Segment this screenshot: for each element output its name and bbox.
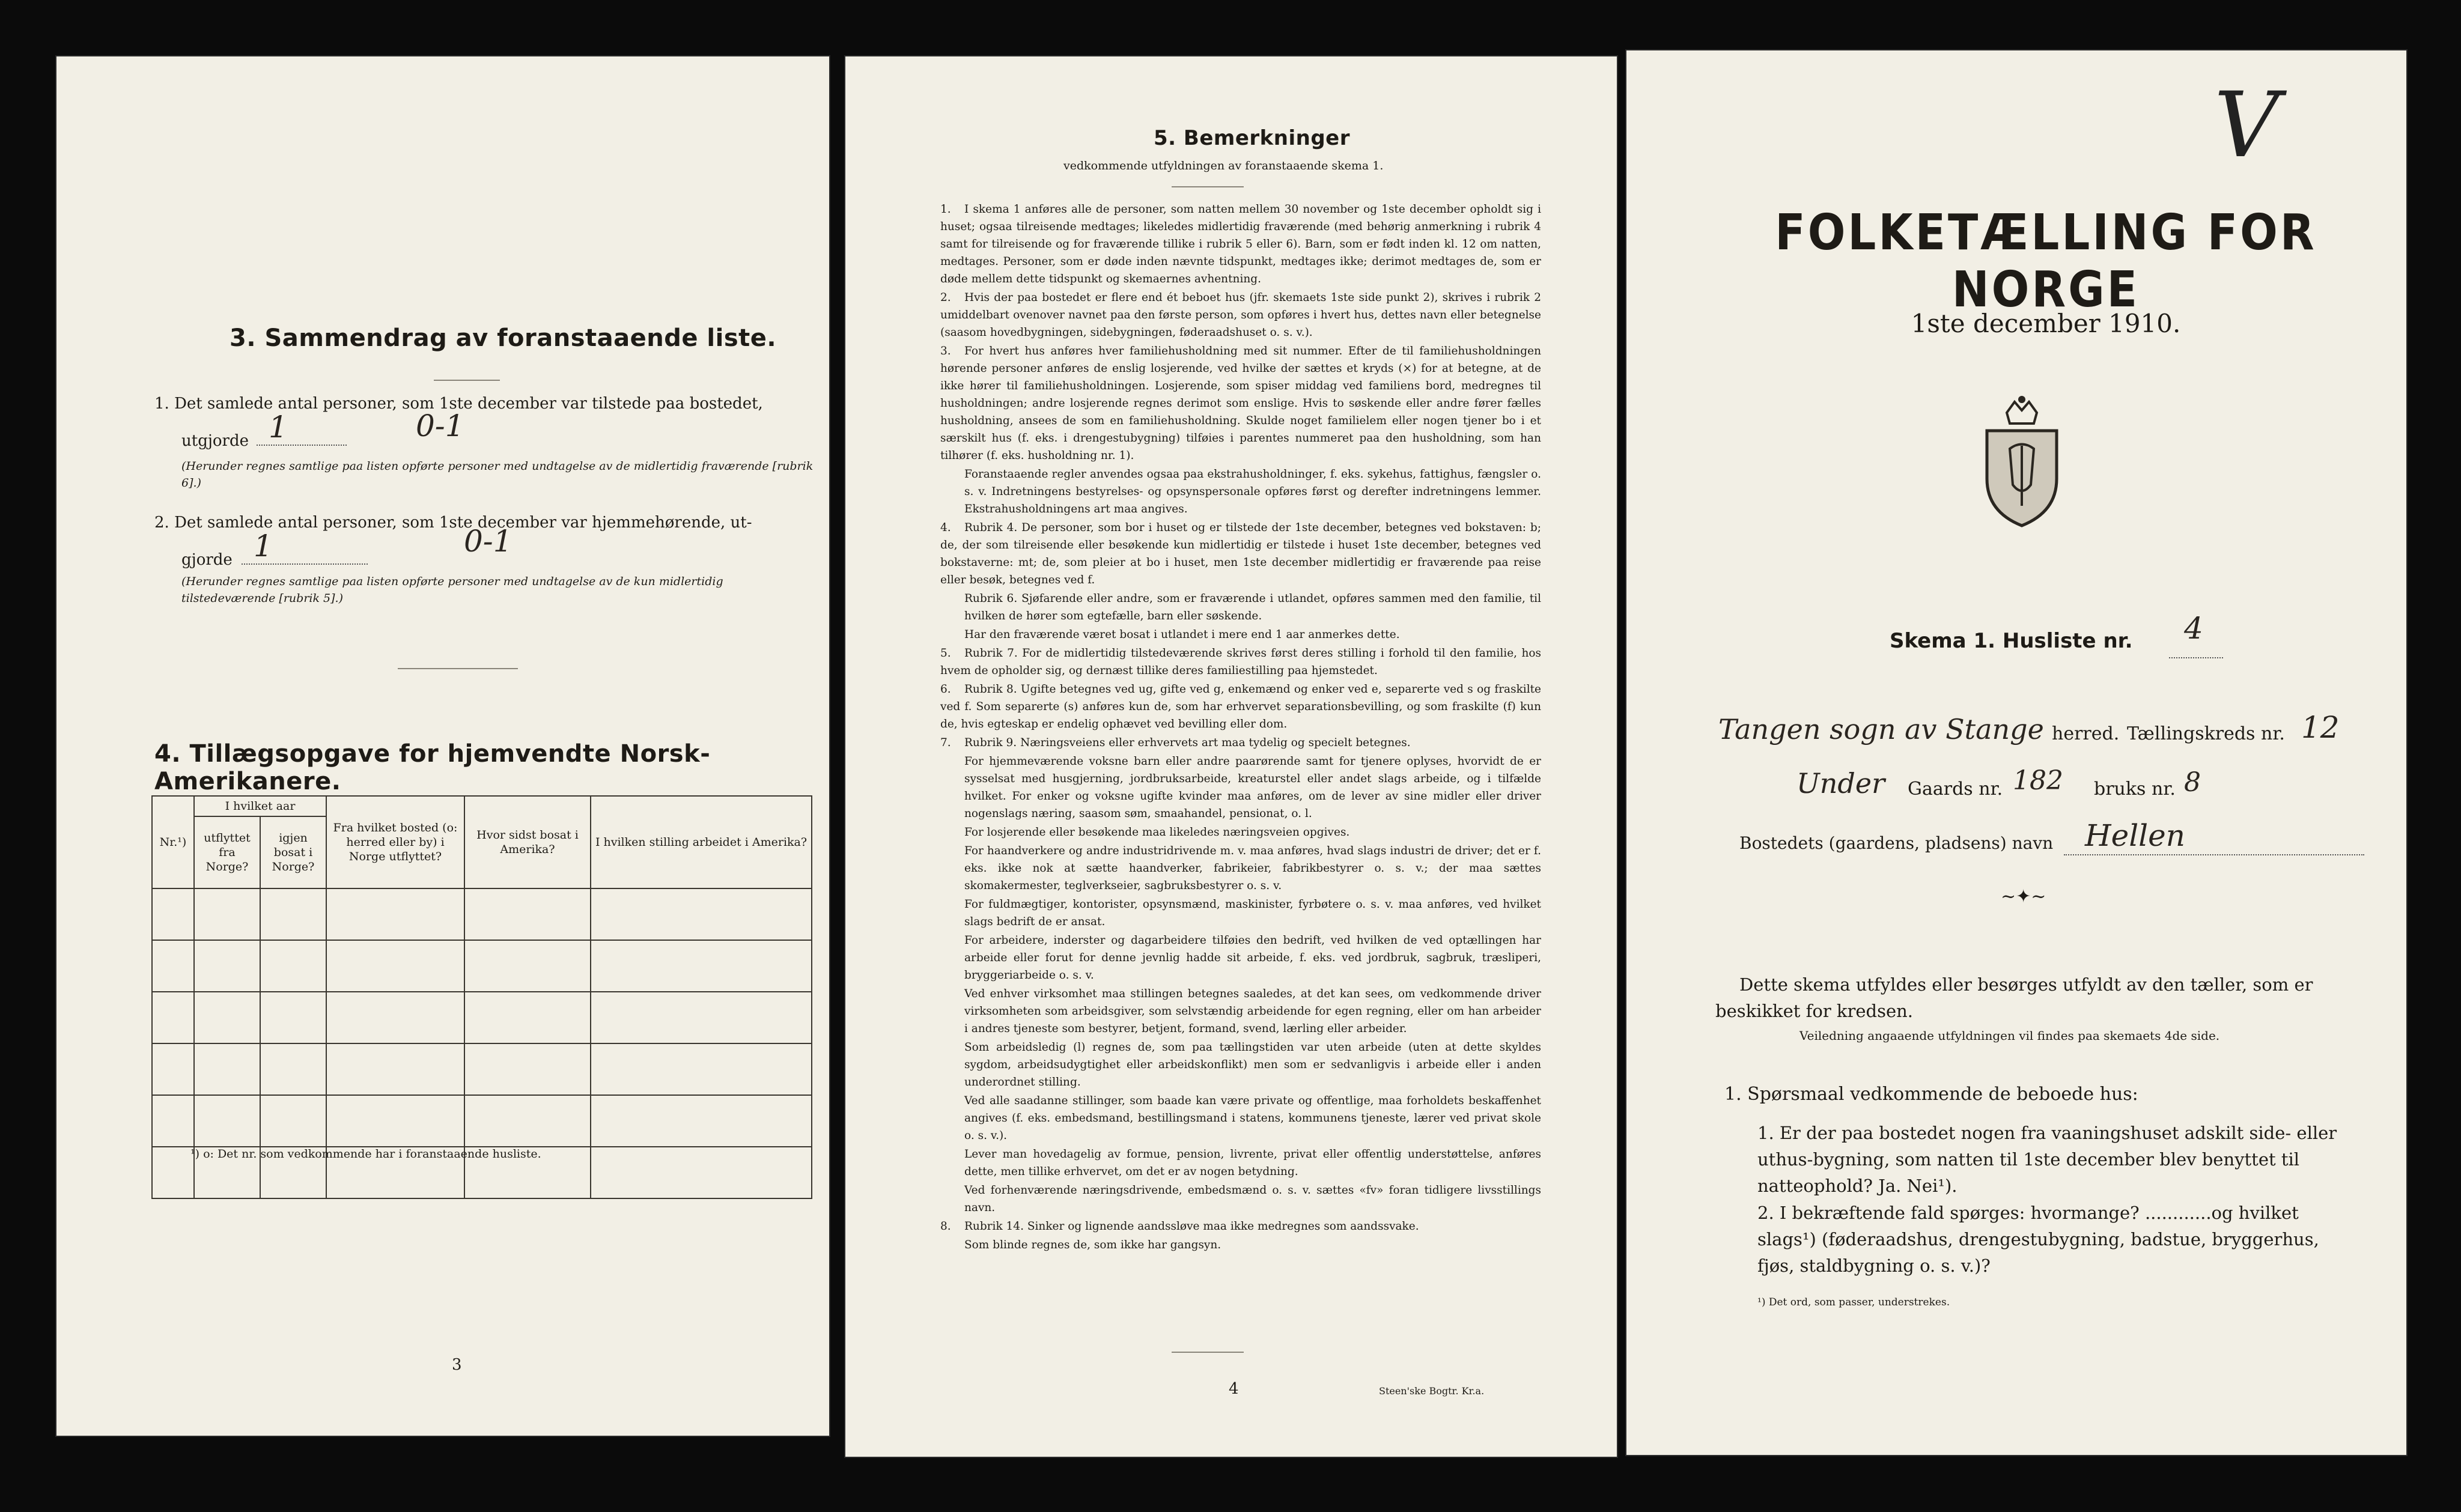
table-cell[interactable] <box>194 888 260 940</box>
note-paragraph <box>940 1092 1541 1144</box>
col-nr: Nr.¹) <box>152 796 194 888</box>
item2-hand-b: 0-1 <box>464 524 513 559</box>
table-cell[interactable] <box>152 888 194 940</box>
note-text: Ved alle saadanne stillinger, som baade kan være private og offentlige, maa forholdets beskaffenhet angives (f. eks. embedsmand, bestillingsmand i statens, kommunens tjeneste, lærer ved privat skole o. s. v.). <box>964 1095 1541 1142</box>
note-text: Lever man hovedagelig av formue, pension, livrente, privat eller offentlig understøttelse, anføres dette, men tillike erhvervet, om det er av nogen betydning. <box>964 1148 1541 1178</box>
note-paragraph <box>940 734 1541 751</box>
note-paragraph <box>940 932 1541 984</box>
herred-label: herred. <box>2052 723 2120 744</box>
bruks-nr: 8 <box>2184 767 2201 798</box>
table-row <box>152 888 812 940</box>
note-paragraph <box>940 466 1541 518</box>
table-cell[interactable] <box>464 1095 591 1147</box>
table-cell[interactable] <box>464 888 591 940</box>
note-text: Rubrik 4. De personer, som bor i huset og er tilstede der 1ste december, betegnes ved bokstaven: b; de, der som tilreisende eller besøkende kun midlertidig er tilstede i huset 1ste december, betegnes ved bokstaverne: mt; de, som pleier at bo i huset, men 1ste december midlertidig er fraværende paa reise eller besøk, betegnes ved f. <box>940 521 1541 586</box>
corner-checkmark: V <box>2214 73 2280 178</box>
note-paragraph <box>940 681 1541 733</box>
note-text: I skema 1 anføres alle de personer, som natten mellem 30 november og 1ste december opholdt sig i huset; ogsaa tilreisende medtages; likeledes midlertidig fraværende (med behørig anmerkning i rubrik 4 samt for tilreisende og for fraværende tillike i rubrik 5 eller 6). Barn, som er født inden kl. 12 om natten, medtages. Personer, som er døde inden nævnte tidspunkt, medtages ikke; derimot medtages de, som er døde mellem dette tidspunkt og skemaernes avhentning. <box>940 203 1541 285</box>
table-cell[interactable] <box>591 940 812 992</box>
table-cell[interactable] <box>260 1043 326 1095</box>
note-text: For hvert hus anføres hver familiehusholdning med sit nummer. Efter de til familiehusholdningen hørende personer anføres de enslig losjerende, ved hvilke der sættes et kryds (×) for at betegne, at de ikke hører til familiehusholdningen. Losjerende, som spiser middag ved familiens bord, medregnes til husholdningen; andre losjerende regnes derimot som enslige. Hvis to søskende eller andre fører fælles husholdning, ansees de som en familiehusholdning. Skulde noget familielem eller nogen tjener bo i et særskilt hus (f. eks. i drengestubygning) tilføies i parentes nummeret paa den husholdning, som han tilhører (f. eks. husholdning nr. 1). <box>940 345 1541 462</box>
form-date: 1ste december 1910. <box>1911 309 2181 338</box>
kreds-label: Tællingskreds nr. <box>2127 723 2285 744</box>
item1-label: utgjorde <box>181 432 249 450</box>
gaards-nr: 182 <box>2013 765 2063 796</box>
printer-imprint: Steen'ske Bogtr. Kr.a. <box>1379 1385 1485 1397</box>
note-paragraph <box>940 985 1541 1037</box>
item1-hand-b: 0-1 <box>416 408 464 443</box>
col-job: I hvilken stilling arbeidet i Amerika? <box>591 796 812 888</box>
divider <box>434 380 500 381</box>
table-cell[interactable] <box>152 940 194 992</box>
page-right <box>1625 49 2408 1456</box>
intro-text: Dette skema utfyldes eller besørges utfyldt av den tæller, som er beskikket for kredsen. <box>1715 974 2313 1021</box>
table-cell[interactable] <box>194 992 260 1043</box>
notes-title: 5. Bemerkninger <box>1154 126 1350 150</box>
note-text: Har den fraværende været bosat i utlandet i mere end 1 aar anmerkes dette. <box>964 628 1400 641</box>
table-row <box>152 992 812 1043</box>
coat-of-arms-icon <box>1974 389 2070 530</box>
note-text: Hvis der paa bostedet er flere end ét beboet hus (jfr. skemaets 1ste side punkt 2), skrives i rubrik 2 umiddelbart ovenover navnet paa den første person, som opføres i hvert hus, dettes navn eller betegnelse (saasom hovedbygningen, sidebygningen, føderaadshuset o. s. v.). <box>940 291 1541 339</box>
item1-dotline <box>257 445 347 446</box>
bruks-label: bruks nr. <box>2094 779 2176 800</box>
bosted-hand: Hellen <box>2085 818 2185 853</box>
note-text: For arbeidere, inderster og dagarbeidere tilføies den bedrift, ved hvilken de ved optællingen har arbeide eller forut for denne jevnlig hadde sit arbeide, f. eks. ved jordbruk, sagbruk, træsliperi, bryggeriarbeide o. s. v. <box>964 934 1541 982</box>
note-paragraph <box>940 824 1541 841</box>
divider <box>1172 186 1244 187</box>
note-number: 8. <box>940 1220 951 1233</box>
question-heading: 1. Spørsmaal vedkommende de beboede hus: <box>1724 1084 2138 1105</box>
note-paragraph <box>940 842 1541 894</box>
table-cell[interactable] <box>326 940 464 992</box>
note-paragraph <box>940 645 1541 679</box>
section3-title: 3. Sammendrag av foranstaaende liste. <box>230 324 777 352</box>
item2-hand-a: 1 <box>254 529 273 563</box>
table-cell[interactable] <box>260 940 326 992</box>
divider <box>398 668 518 669</box>
note-paragraph <box>940 289 1541 341</box>
note-paragraph <box>940 1236 1541 1254</box>
table-cell[interactable] <box>326 992 464 1043</box>
notes-list <box>940 201 1541 1255</box>
gaards-label: Gaards nr. <box>1908 779 2003 800</box>
page-number: 4 <box>1229 1380 1239 1398</box>
table-cell[interactable] <box>194 940 260 992</box>
note-text: For fuldmægtiger, kontorister, opsynsmænd, maskinister, fyrbøtere o. s. v. maa anføres, ved hvilket slags bedrift de er ansat. <box>964 898 1541 928</box>
item1-line1: 1. Det samlede antal personer, som 1ste december var tilstede paa bostedet, <box>154 395 763 413</box>
item1-note: (Herunder regnes samtlige paa listen opførte personer med undtagelse av de midlertidig fraværende [rubrik 6].) <box>181 460 814 490</box>
table-cell[interactable] <box>326 1095 464 1147</box>
page-middle <box>844 55 1618 1458</box>
footnote: ¹) o: Det nr. som vedkommende har i foranstaaende husliste. <box>190 1147 541 1161</box>
note-text: Ved enhver virksomhet maa stillingen betegnes saaledes, at det kan sees, om vedkommende driver virksomheten som arbeidsgiver, som selvstændig arbeidende for egen regning, eller om han arbeider i andres tjeneste som bestyrer, betjent, formand, svend, lærling eller arbeider. <box>964 988 1541 1035</box>
note-number: 3. <box>940 345 951 357</box>
herred-hand: Tangen sogn av Stange <box>1718 713 2044 745</box>
note-paragraph <box>940 626 1541 643</box>
note-number: 6. <box>940 683 951 696</box>
table-cell[interactable] <box>591 992 812 1043</box>
bosted-label: Bostedets (gaardens, pladsens) navn <box>1739 833 2054 853</box>
note-paragraph <box>940 590 1541 625</box>
section4-title: 4. Tillægsopgave for hjemvendte Norsk-Amerikanere. <box>154 740 711 795</box>
notes-subtitle: vedkommende utfyldningen av foranstaaende skema 1. <box>1063 159 1384 172</box>
table-row <box>152 940 812 992</box>
table-cell[interactable] <box>260 992 326 1043</box>
note-text: Rubrik 7. For de midlertidig tilstedeværende skrives først deres stilling i forhold til den familie, hos hvem de opholder sig, og dernæst tillike deres familiestilling paa hjemstedet. <box>940 647 1541 677</box>
note-number: 1. <box>940 203 951 216</box>
item2-label: gjorde <box>181 551 233 569</box>
col-year-group: I hvilket aar <box>194 796 326 816</box>
item2-note: (Herunder regnes samtlige paa listen opførte personer med undtagelse av de kun midlertidig tilstedeværende [rubrik 5].) <box>181 575 723 605</box>
page-left <box>55 55 830 1437</box>
kreds-nr: 12 <box>2301 710 2340 745</box>
note-paragraph <box>940 1182 1541 1216</box>
husliste-nr: 4 <box>2184 611 2203 646</box>
note-text: For losjerende eller besøkende maa likeledes næringsveien opgives. <box>964 826 1350 839</box>
note-text: Som blinde regnes de, som ikke har gangsyn. <box>964 1239 1221 1251</box>
note-paragraph <box>940 342 1541 464</box>
question-2: 2. I bekræftende fald spørges: hvormange? ............og hvilket slags¹) (føderaadshus, drengestubygning, badstue, bryggerhus, fjøs, staldbygning o. s. v.)? <box>1757 1203 2319 1276</box>
note-paragraph <box>940 519 1541 589</box>
table-cell[interactable] <box>591 888 812 940</box>
table-cell[interactable] <box>326 1043 464 1095</box>
note-paragraph <box>940 1039 1541 1091</box>
divider <box>1172 1352 1244 1353</box>
note-number: 2. <box>940 291 951 304</box>
col-from: Fra hvilket bosted (o: herred eller by) i Norge utflyttet? <box>326 796 464 888</box>
table-cell[interactable] <box>194 1095 260 1147</box>
note-text: Rubrik 14. Sinker og lignende aandssløve maa ikke medregnes som aandssvake. <box>964 1220 1419 1233</box>
note-number: 4. <box>940 521 951 534</box>
table-cell[interactable] <box>464 1043 591 1095</box>
gaard-hand: Under <box>1796 767 1885 800</box>
table-cell[interactable] <box>152 1147 194 1198</box>
table-cell[interactable] <box>591 1147 812 1198</box>
note-paragraph <box>940 753 1541 822</box>
note-paragraph <box>940 896 1541 931</box>
note-text: Rubrik 9. Næringsveiens eller erhvervets art maa tydelig og specielt betegnes. <box>964 736 1411 749</box>
note-text: Som arbeidsledig (l) regnes de, som paa tællingstiden var uten arbeide (uten at dette skyldes sygdom, arbeidsudygtighet eller arbeidskonflikt) men som er sedvanligvis i arbeide eller i anden underordnet stilling. <box>964 1041 1541 1088</box>
ornament: ~✦~ <box>2001 886 2046 907</box>
table-cell[interactable] <box>326 888 464 940</box>
norsk-amerikanere-table <box>151 795 812 1199</box>
note-text: Rubrik 8. Ugifte betegnes ved ug, gifte ved g, enkemænd og enker ved e, separerte ved s og fraskilte ved f. Som separerte (s) anføres kun de, som har erhvervet separationsbevilling, og som fraskilte (f) kun de, hvis egteskap er endelig ophævet ved bevilling eller dom. <box>940 683 1541 730</box>
skema-label: Skema 1. Husliste nr. <box>1890 629 2133 653</box>
table-cell[interactable] <box>260 888 326 940</box>
table-cell[interactable] <box>194 1043 260 1095</box>
question-1: 1. Er der paa bostedet nogen fra vaaningshuset adskilt side- eller uthus-bygning, som natten til 1ste december blev benyttet til natteophold? Ja. Nei¹). <box>1757 1123 2337 1196</box>
table-cell[interactable] <box>591 1095 812 1147</box>
dotline <box>2169 657 2223 658</box>
table-cell[interactable] <box>464 992 591 1043</box>
note-text: For hjemmeværende voksne barn eller andre paarørende samt for tjenere oplyses, hvorvidt de er sysselsat med husgjerning, jordbruksarbeide, kreaturstel eller andet slags arbeide, og i tilfælde hvilket. For enker og voksne ugifte kvinder maa anføres, om de lever av sine midler eller driver nogenslags næring, saasom søm, smaahandel, pensionat, o. l. <box>964 755 1541 820</box>
intro-guidance: Veiledning angaaende utfyldningen vil findes paa skemaets 4de side. <box>1799 1028 2220 1043</box>
table-cell[interactable] <box>152 1043 194 1095</box>
table-cell[interactable] <box>464 940 591 992</box>
form-title: FOLKETÆLLING FOR NORGE <box>1775 204 2317 318</box>
note-text: For haandverkere og andre industridrivende m. v. maa anføres, hvad slags industri de driver; det er f. eks. ikke nok at sætte haandverker, fabrikeier, fabrikbestyrer o. s. v.; der maa sættes skomakermester, teglverkseier, sagbruksbestyrer o. s. v. <box>964 845 1541 892</box>
table-row <box>152 1043 812 1095</box>
note-paragraph <box>940 201 1541 288</box>
dotline <box>2064 854 2364 855</box>
table-cell[interactable] <box>152 1095 194 1147</box>
col-emigrated: utflyttet fra Norge? <box>194 816 260 888</box>
table-cell[interactable] <box>260 1095 326 1147</box>
table-cell[interactable] <box>152 992 194 1043</box>
item2-line1: 2. Det samlede antal personer, som 1ste december var hjemmehørende, ut- <box>154 514 752 532</box>
note-paragraph <box>940 1146 1541 1180</box>
note-text: Ved forhenværende næringsdrivende, embedsmænd o. s. v. sættes «fv» foran tidligere livsstillings navn. <box>964 1184 1541 1214</box>
note-number: 7. <box>940 736 951 749</box>
note-paragraph <box>940 1218 1541 1235</box>
footnote: ¹) Det ord, som passer, understrekes. <box>1757 1296 1950 1308</box>
note-text: Foranstaaende regler anvendes ogsaa paa ekstrahusholdninger, f. eks. sykehus, fattighus, fængsler o. s. v. Indretningens bestyrelses- og opsynspersonale opføres først og derefter indretningens lemmer. Ekstrahusholdningens art maa angives. <box>964 468 1541 515</box>
col-america: Hvor sidst bosat i Amerika? <box>464 796 591 888</box>
table-cell[interactable] <box>591 1043 812 1095</box>
table-row <box>152 1095 812 1147</box>
item1-hand-a: 1 <box>269 410 288 445</box>
page-number: 3 <box>452 1356 462 1374</box>
note-number: 5. <box>940 647 951 660</box>
col-returned: igjen bosat i Norge? <box>260 816 326 888</box>
item2-dotline <box>242 563 368 565</box>
note-text: Rubrik 6. Sjøfarende eller andre, som er fraværende i utlandet, opføres sammen med den familie, til hvilken de hører som egtefælle, barn eller søskende. <box>964 592 1541 622</box>
